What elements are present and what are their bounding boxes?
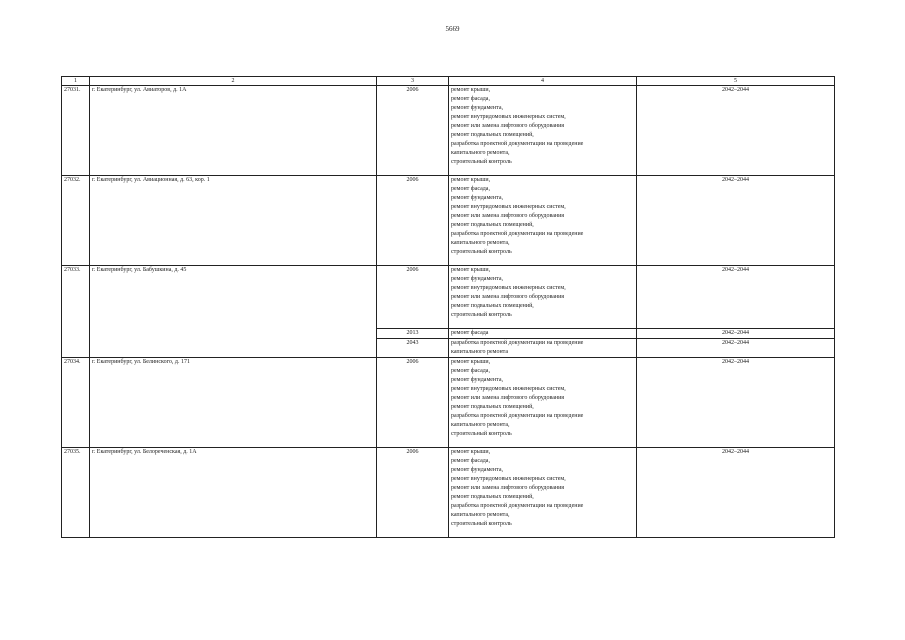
work-item: строительный контроль: [451, 312, 512, 318]
work-item: ремонт крыши,: [451, 267, 491, 273]
planned-period: 2042–2044: [637, 266, 835, 329]
work-item: ремонт фундамента,: [451, 377, 503, 383]
work-year: 2006: [377, 176, 449, 266]
column-header: 4: [449, 77, 637, 86]
work-item: ремонт фасада,: [451, 368, 490, 374]
table-header-row: [62, 77, 835, 86]
column-header: 3: [377, 77, 449, 86]
work-types: [449, 448, 637, 538]
work-item: ремонт фундамента,: [451, 276, 503, 282]
work-item: ремонт или замена лифтового оборудования: [451, 485, 565, 491]
work-item: строительный контроль: [451, 249, 512, 255]
work-item: капитального ремонта,: [451, 150, 510, 156]
work-item: капитального ремонта,: [451, 240, 510, 246]
work-item: строительный контроль: [451, 159, 512, 165]
page-number: 5669: [445, 25, 460, 33]
planned-period: 2042–2044: [637, 329, 835, 339]
work-item: строительный контроль: [451, 431, 512, 437]
work-item: ремонт подвальных помещений,: [451, 303, 534, 309]
column-header: 2: [90, 77, 377, 86]
work-types: [449, 339, 637, 358]
repair-registry-table: [61, 76, 835, 538]
entry-number: 27031.: [62, 86, 90, 176]
work-year: 2006: [377, 448, 449, 538]
work-item: ремонт внутридомовых инженерных систем,: [451, 386, 566, 392]
work-item: ремонт подвальных помещений,: [451, 222, 534, 228]
work-item: ремонт подвальных помещений,: [451, 132, 534, 138]
work-item: ремонт внутридомовых инженерных систем,: [451, 476, 566, 482]
entry-number: 27033.: [62, 266, 90, 358]
work-item: ремонт подвальных помещений,: [451, 404, 534, 410]
planned-period: 2042–2044: [637, 339, 835, 358]
building-address: г. Екатеринбург, ул. Бабушкина, д. 45: [90, 266, 377, 358]
work-year: 2043: [377, 339, 449, 358]
work-item: ремонт фундамента,: [451, 195, 503, 201]
work-item: ремонт крыши,: [451, 449, 491, 455]
work-item: капитального ремонта: [451, 349, 509, 355]
table-row: [62, 358, 835, 448]
work-item: разработка проектной документации на проведение: [451, 141, 584, 147]
work-year: 2013: [377, 329, 449, 339]
work-year: 2006: [377, 266, 449, 329]
planned-period: 2042–2044: [637, 176, 835, 266]
work-item: разработка проектной документации на проведение: [451, 340, 584, 346]
work-item: разработка проектной документации на проведение: [451, 413, 584, 419]
work-item: ремонт фасада: [451, 330, 489, 336]
work-item: разработка проектной документации на проведение: [451, 503, 584, 509]
column-header: 1: [62, 77, 90, 86]
work-item: ремонт фундамента,: [451, 467, 503, 473]
table-row: [62, 266, 835, 329]
work-item: ремонт или замена лифтового оборудования: [451, 213, 565, 219]
work-item: ремонт или замена лифтового оборудования: [451, 294, 565, 300]
work-item: ремонт крыши,: [451, 87, 491, 93]
work-item: ремонт внутридомовых инженерных систем,: [451, 114, 566, 120]
work-year: 2006: [377, 358, 449, 448]
building-address: г. Екатеринбург, ул. Авиационная, д. 63, кор. 1: [90, 176, 377, 266]
work-types: [449, 358, 637, 448]
work-item: ремонт фундамента,: [451, 105, 503, 111]
work-item: ремонт фасада,: [451, 96, 490, 102]
table-row: [62, 86, 835, 176]
work-item: капитального ремонта,: [451, 512, 510, 518]
building-address: г. Екатеринбург, ул. Белореченская, д. 1А: [90, 448, 377, 538]
building-address: г. Екатеринбург, ул. Белинского, д. 171: [90, 358, 377, 448]
work-types: [449, 329, 637, 339]
work-item: капитального ремонта,: [451, 422, 510, 428]
work-item: ремонт подвальных помещений,: [451, 494, 534, 500]
planned-period: 2042–2044: [637, 358, 835, 448]
planned-period: 2042–2044: [637, 448, 835, 538]
work-year: 2006: [377, 86, 449, 176]
work-item: строительный контроль: [451, 521, 512, 527]
work-item: ремонт или замена лифтового оборудования: [451, 395, 565, 401]
work-item: ремонт внутридомовых инженерных систем,: [451, 204, 566, 210]
work-types: [449, 86, 637, 176]
work-item: ремонт внутридомовых инженерных систем,: [451, 285, 566, 291]
work-item: ремонт крыши,: [451, 177, 491, 183]
work-item: ремонт фасада,: [451, 186, 490, 192]
entry-number: 27034.: [62, 358, 90, 448]
building-address: г. Екатеринбург, ул. Авиаторов, д. 1А: [90, 86, 377, 176]
planned-period: 2042–2044: [637, 86, 835, 176]
work-item: ремонт фасада,: [451, 458, 490, 464]
entry-number: 27035.: [62, 448, 90, 538]
column-header: 5: [637, 77, 835, 86]
work-types: [449, 176, 637, 266]
work-item: разработка проектной документации на проведение: [451, 231, 584, 237]
table-row: [62, 176, 835, 266]
entry-number: 27032.: [62, 176, 90, 266]
work-item: ремонт крыши,: [451, 359, 491, 365]
work-item: ремонт или замена лифтового оборудования: [451, 123, 565, 129]
table-row: [62, 448, 835, 538]
work-types: [449, 266, 637, 329]
